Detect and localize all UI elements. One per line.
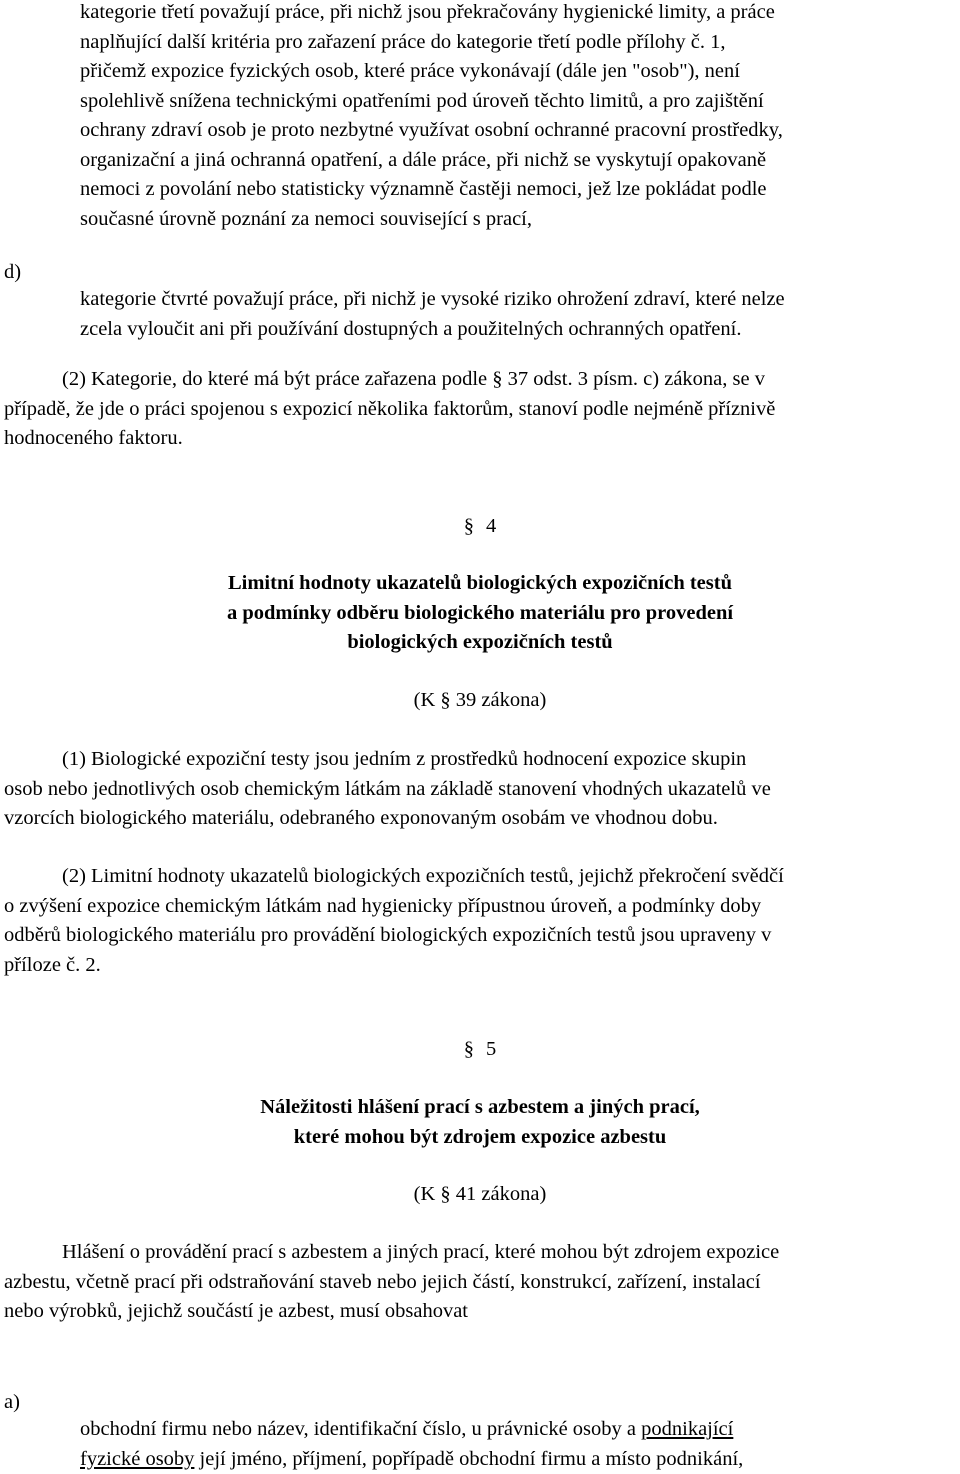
title-line: a podmínky odběru biologického materiálu pro provedení [0,599,960,629]
hyperlink-fyzicke-osoby[interactable]: fyzické osoby [80,1448,194,1470]
text-segment: její jméno, příjmení, popřípadě obchodní firmu a místo podnikání, [194,1448,743,1470]
text-line: Hlášení o provádění prací s azbestem a jiných prací, které mohou být zdrojem expozice [4,1238,956,1268]
text-line: kategorie třetí považují práce, při nichž jsou překračovány hygienické limity, a práce [80,0,958,28]
section-sign: § [464,512,474,542]
title-line: Limitní hodnoty ukazatelů biologických expozičních testů [0,569,960,599]
section-4-number [0,512,960,542]
section-number: 4 [486,515,496,537]
section-5-number [0,1035,960,1065]
list-item-c [80,0,958,234]
text-line [80,1445,958,1474]
text-line: o zvýšení expozice chemickým látkám nad hygienicky přípustnou úroveň, a podmínky doby [4,892,956,922]
title-line: biologických expozičních testů [0,628,960,658]
section-5-title [0,1093,960,1152]
text-line: organizační a jiná ochranná opatření, a dále práce, při nichž se vyskytují opakovaně [80,146,958,176]
text-line: nebo výrobků, jejichž součástí je azbest, musí obsahovat [4,1297,956,1327]
text-line: odběrů biologického materiálu pro provádění biologických expozičních testů jsou upraveny v [4,921,956,951]
text-line: případě, že jde o práci spojenou s expozicí několika faktorům, stanoví podle nejméně příznivě [4,395,956,425]
text-segment: obchodní firmu nebo název, identifikační číslo, u právnické osoby a [80,1418,641,1440]
text-line [80,1415,958,1445]
text-line: naplňující další kritéria pro zařazení práce do kategorie třetí podle přílohy č. 1, [80,28,958,58]
text-line: spolehlivě snížena technickými opatřeními pod úroveň těchto limitů, a pro zajištění [80,87,958,117]
paragraph-2-categories [4,365,956,454]
text-line: nemoci z povolání nebo statisticky významně častěji nemoci, jež lze pokládat podle [80,175,958,205]
hyperlink-podnikajici[interactable]: podnikající [641,1418,733,1440]
section-4-paragraph-2 [4,862,956,980]
list-marker-d: d) [4,258,21,288]
list-item-a [80,1415,958,1474]
title-line: Náležitosti hlášení prací s azbestem a jiných prací, [0,1093,960,1123]
text-line: současné úrovně poznání za nemoci související s prací, [80,205,958,235]
section-5-reference: (K § 41 zákona) [0,1180,960,1210]
text-line: příloze č. 2. [4,951,956,981]
list-marker-a: a) [4,1388,20,1418]
text-line: (1) Biologické expoziční testy jsou jedním z prostředků hodnocení expozice skupin [4,745,956,775]
text-line: azbestu, včetně prací při odstraňování staveb nebo jejich částí, konstrukcí, zařízení, instalací [4,1268,956,1298]
section-number: 5 [486,1038,496,1060]
section-sign: § [464,1035,474,1065]
text-line: (2) Kategorie, do které má být práce zařazena podle § 37 odst. 3 písm. c) zákona, se v [4,365,956,395]
text-line: vzorcích biologického materiálu, odebraného exponovaným osobám ve vhodnou dobu. [4,804,956,834]
text-line: hodnoceného faktoru. [4,424,956,454]
text-line: zcela vyloučit ani při používání dostupných a použitelných ochranných opatření. [80,315,958,345]
section-5-intro [4,1238,956,1327]
text-line: ochrany zdraví osob je proto nezbytné využívat osobní ochranné pracovní prostředky, [80,116,958,146]
text-line: (2) Limitní hodnoty ukazatelů biologických expozičních testů, jejichž překročení svědčí [4,862,956,892]
text-line: přičemž expozice fyzických osob, které práce vykonávají (dále jen "osob"), není [80,57,958,87]
title-line: které mohou být zdrojem expozice azbestu [0,1123,960,1153]
list-item-d [80,285,958,344]
section-4-reference: (K § 39 zákona) [0,686,960,716]
section-4-paragraph-1 [4,745,956,834]
text-line: kategorie čtvrté považují práce, při nichž je vysoké riziko ohrožení zdraví, které nelze [80,285,958,315]
text-line: osob nebo jednotlivých osob chemickým látkám na základě stanovení vhodných ukazatelů ve [4,775,956,805]
section-4-title [0,569,960,658]
